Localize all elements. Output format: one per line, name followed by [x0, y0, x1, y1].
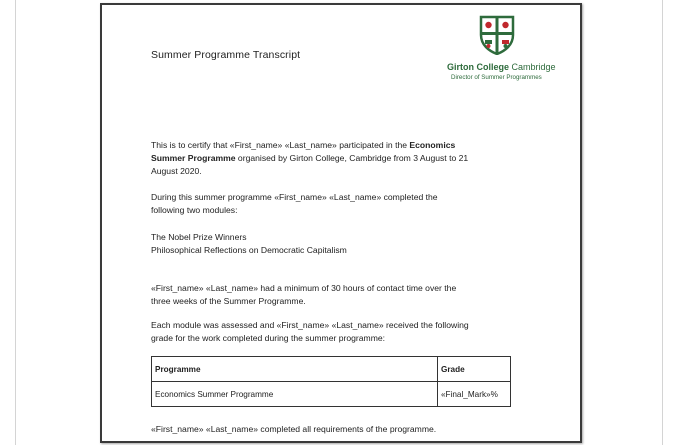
- assessment-paragraph: Each module was assessed and «First_name» «Last_name» received the following grade for the work completed during the summer programme:: [151, 320, 469, 343]
- table-row: [152, 382, 511, 407]
- college-name-rest: Cambridge: [509, 62, 556, 72]
- college-name-bold: Girton College: [447, 62, 510, 72]
- document-page: [100, 3, 582, 443]
- college-subtitle: Director of Summer Programmes: [451, 74, 542, 81]
- certification-line-1: This is to certify that «First_name» «Last_name» participated in the Economics: [151, 140, 456, 150]
- page-title: Summer Programme Transcript: [151, 49, 301, 61]
- table-header-row: [152, 357, 511, 382]
- table-cell-grade: «Final_Mark»%: [438, 382, 511, 407]
- module-item: Philosophical Reflections on Democratic Capitalism: [151, 245, 347, 255]
- table-header-grade: Grade: [438, 357, 511, 382]
- modules-intro-paragraph: During this summer programme «First_name» «Last_name» completed the following two modules:: [151, 192, 438, 215]
- certification-paragraph: [151, 139, 521, 178]
- college-crest-icon: [479, 15, 515, 55]
- certification-line-2: Summer Programme organised by Girton College, Cambridge from 3 August to 21: [151, 153, 469, 163]
- grade-table: [151, 356, 511, 407]
- contact-time-paragraph: «First_name» «Last_name» had a minimum of 30 hours of contact time over the three weeks of the Summer Programme.: [151, 283, 457, 306]
- table-cell-programme: Economics Summer Programme: [152, 382, 438, 407]
- viewer-right-edge: [662, 0, 663, 445]
- viewer-left-edge: [15, 0, 16, 445]
- completion-paragraph: «First_name» «Last_name» completed all requirements of the programme.: [151, 424, 437, 434]
- college-name: [447, 62, 556, 72]
- modules-list: [151, 231, 521, 257]
- certification-line-3: August 2020.: [151, 166, 202, 176]
- module-item: The Nobel Prize Winners: [151, 232, 247, 242]
- table-header-programme: Programme: [152, 357, 438, 382]
